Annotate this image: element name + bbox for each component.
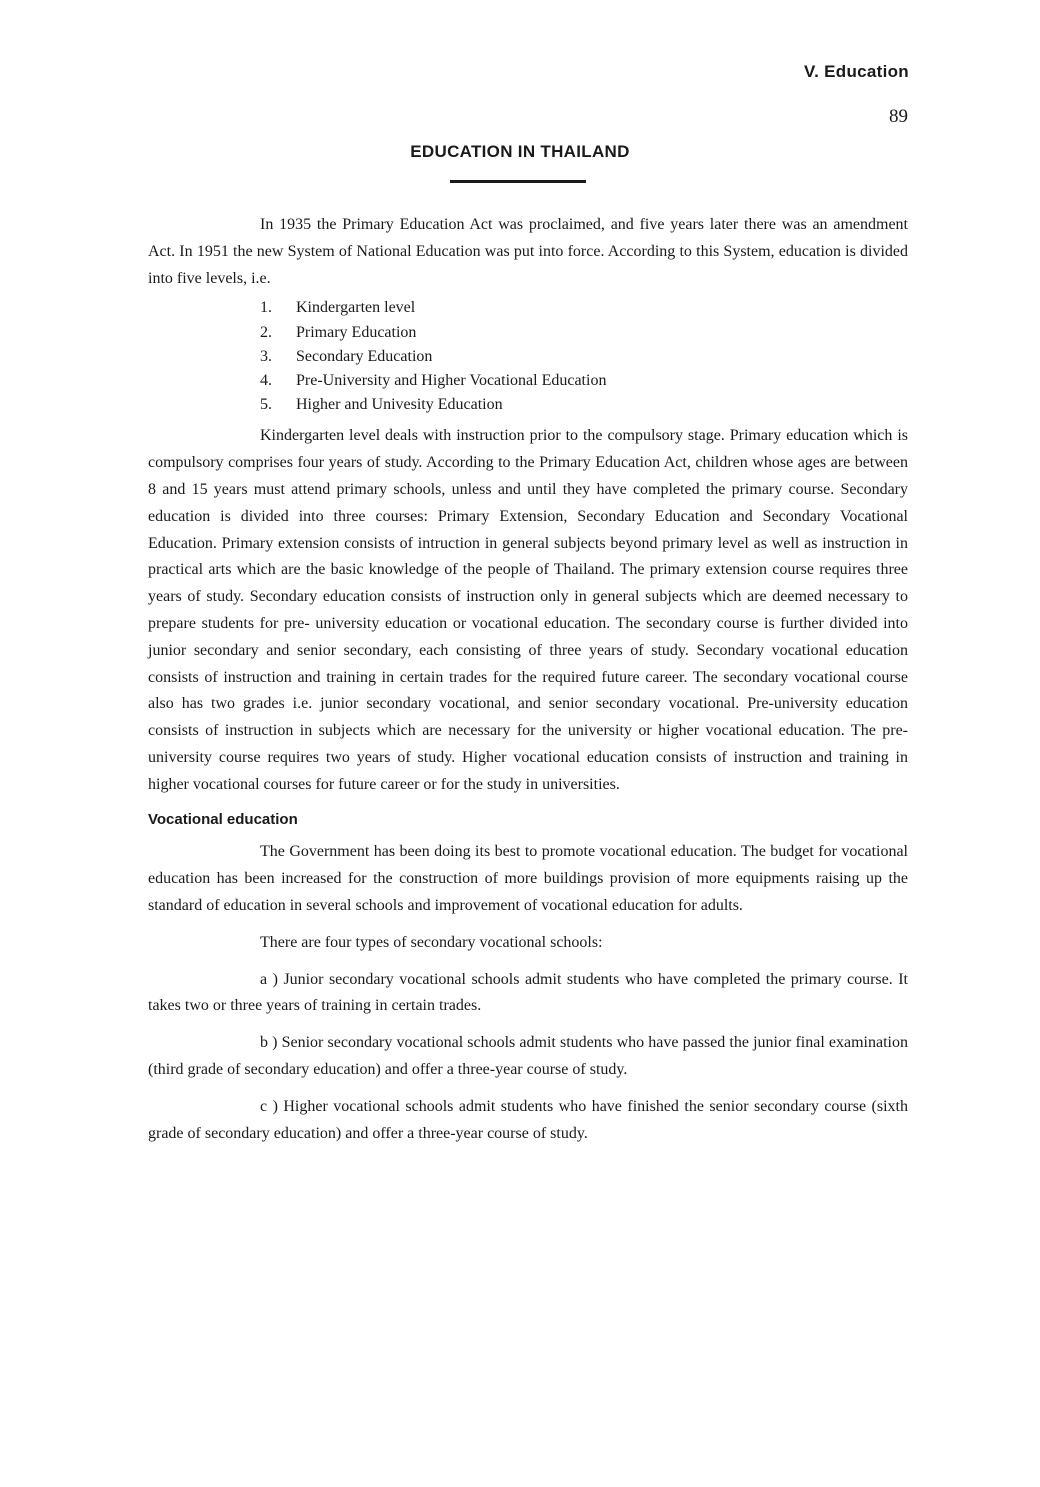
list-item-number: 5. [260, 396, 272, 414]
section-label: V. Education [804, 62, 909, 81]
list-item-number: 4. [260, 372, 272, 389]
education-levels-list [148, 296, 908, 417]
list-item-label: Pre-University and Higher Vocational Education [296, 372, 607, 389]
intro-paragraph: In 1935 the Primary Education Act was proclaimed, and five years later there was an amendment Act. In 1951 the new System of National Education was put into force. According to this System, education is divided into five levels, i.e. [148, 216, 908, 287]
page-title: EDUCATION IN THAILAND [410, 142, 630, 161]
body-content [148, 212, 908, 1147]
list-item [260, 393, 908, 417]
vocational-heading: Vocational education [148, 810, 298, 828]
title-rule [450, 180, 586, 183]
list-item-label: Primary Education [296, 323, 417, 341]
page-number: 89 [889, 106, 908, 127]
list-item-number: 1. [260, 299, 272, 317]
school-type-c: c ) Higher vocational schools admit students who have finished the senior secondary course (sixth grade of secondary education) and offer a three-year course of study. [148, 1097, 908, 1142]
list-item [260, 369, 908, 393]
list-item-number: 2. [260, 323, 272, 341]
school-type-b: b ) Senior secondary vocational schools admit students who have passed the junior final examination (third grade of secondary education) and offer a three-year course of study. [148, 1034, 908, 1078]
levels-description-paragraph: Kindergarten level deals with instruction prior to the compulsory stage. Primary education which is compulsory comprises four years of study. According to the Primary Education Act, children whose ages are between 8 and 15 years must attend primary schools, unless and until they have completed the primary course. Secondary education is divided into three courses: Primary Extension, Secondary Education and Secondary Vocational Education. Primary extension consists of intruction in general subjects beyond primary level as well as instruction in practical arts which are the basic knowledge of the people of Thailand. The primary extension course requires three years of study. Secondary education consists of instruction only in general subjects which are deemed necessary to prepare students for pre- university education or vocational education. The secondary course is further divided into junior secondary and senior secondary, each consisting of three years of study. Secondary vocational education consists of instruction and training in certain trades for the required future career. The secondary vocational course also has two grades i.e. junior secondary vocational, and senior secondary vocational. Pre-university education consists of instruction in subjects which are necessary for the university or higher vocational education. The pre-university course requires two years of study. Higher vocational education consists of instruction and training in higher vocational courses for future career or for the study in universities. [148, 427, 908, 793]
list-item [260, 296, 908, 320]
school-type-a: a ) Junior secondary vocational schools admit students who have completed the primary course. It takes two or three years of training in certain trades. [148, 970, 908, 1015]
list-item-label: Secondary Education [296, 347, 433, 365]
list-item-label: Higher and Univesity Education [296, 396, 503, 414]
list-item [260, 345, 908, 369]
list-item-number: 3. [260, 347, 272, 365]
list-item-label: Kindergarten level [296, 299, 416, 317]
list-item [260, 321, 908, 345]
school-types-intro: There are four types of secondary vocational schools: [260, 933, 603, 951]
vocational-paragraph: The Government has been doing its best to promote vocational education. The budget for vocational education has been increased for the construction of more buildings provision of more equipments raising up the standard of education in several schools and improvement of vocational education for adults. [148, 843, 908, 914]
